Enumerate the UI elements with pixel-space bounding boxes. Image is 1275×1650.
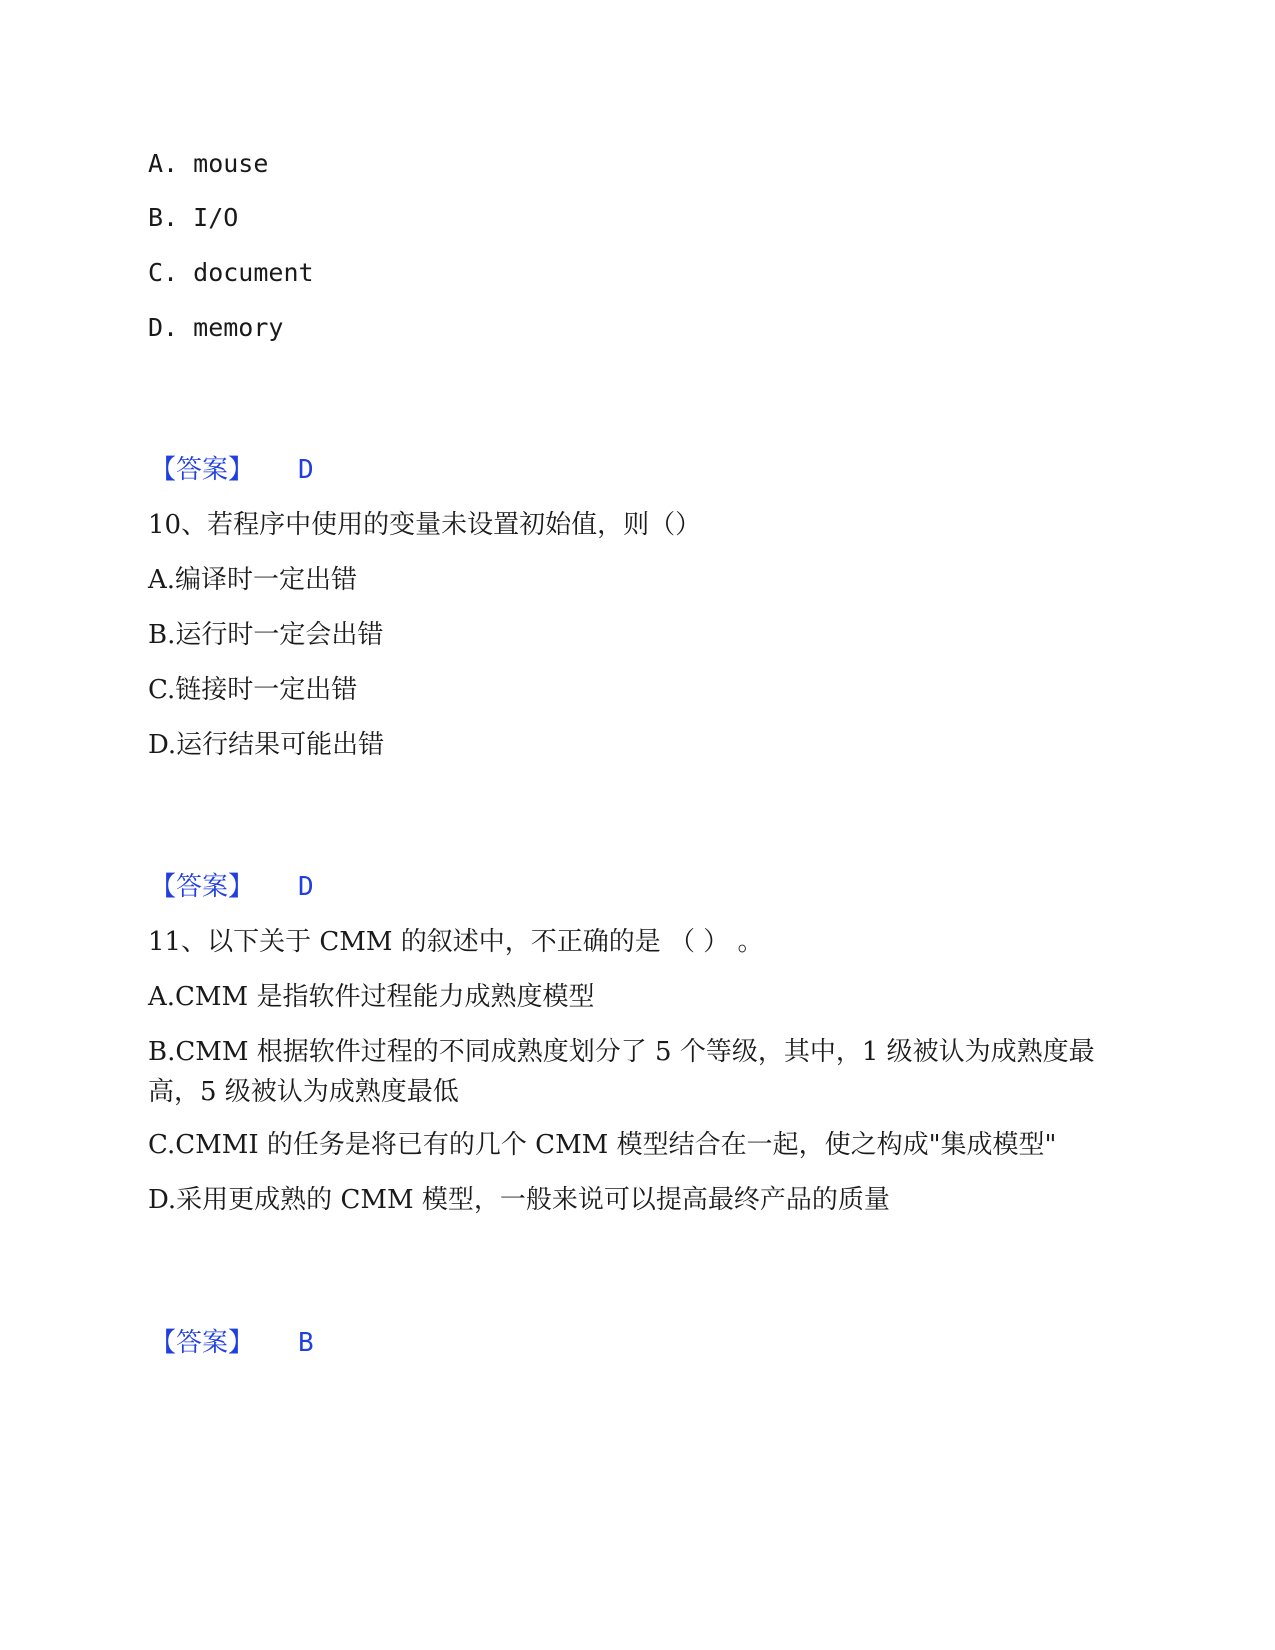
q9-option-d: D. memory	[148, 313, 284, 342]
q10-answer	[150, 869, 314, 905]
answer-value: D	[298, 872, 314, 902]
q9-answer	[150, 452, 314, 488]
q10-option-b: B.运行时一定会出错	[148, 620, 384, 650]
q9-option-a: A. mouse	[148, 149, 269, 178]
answer-value: B	[298, 1328, 314, 1358]
q11-answer	[150, 1325, 314, 1361]
q10-option-c: C.链接时一定出错	[148, 675, 358, 705]
q11-option-d: D.采用更成熟的 CMM 模型，一般来说可以提高最终产品的质量	[148, 1185, 890, 1215]
q11-question: 11、以下关于 CMM 的叙述中，不正确的是 （ ） 。	[148, 927, 764, 957]
q11-option-c: C.CMMI 的任务是将已有的几个 CMM 模型结合在一起，使之构成"集成模型"	[148, 1130, 1057, 1160]
q10-option-a: A.编译时一定出错	[148, 565, 358, 595]
answer-value: D	[298, 455, 314, 485]
answer-label: 【答案】	[150, 872, 255, 902]
q9-option-b: B. I/O	[148, 203, 239, 232]
answer-label: 【答案】	[150, 1328, 255, 1358]
q11-option-a: A.CMM 是指软件过程能力成熟度模型	[148, 982, 595, 1012]
q10-question: 10、若程序中使用的变量未设置初始值，则（）	[148, 510, 702, 540]
q10-option-d: D.运行结果可能出错	[148, 730, 385, 760]
answer-label: 【答案】	[150, 455, 255, 485]
q11-option-b: B.CMM 根据软件过程的不同成熟度划分了 5 个等级，其中，1 级被认为成熟度最高，5 级被认为成熟度最低	[148, 1037, 1095, 1107]
q9-option-c: C. document	[148, 258, 314, 287]
